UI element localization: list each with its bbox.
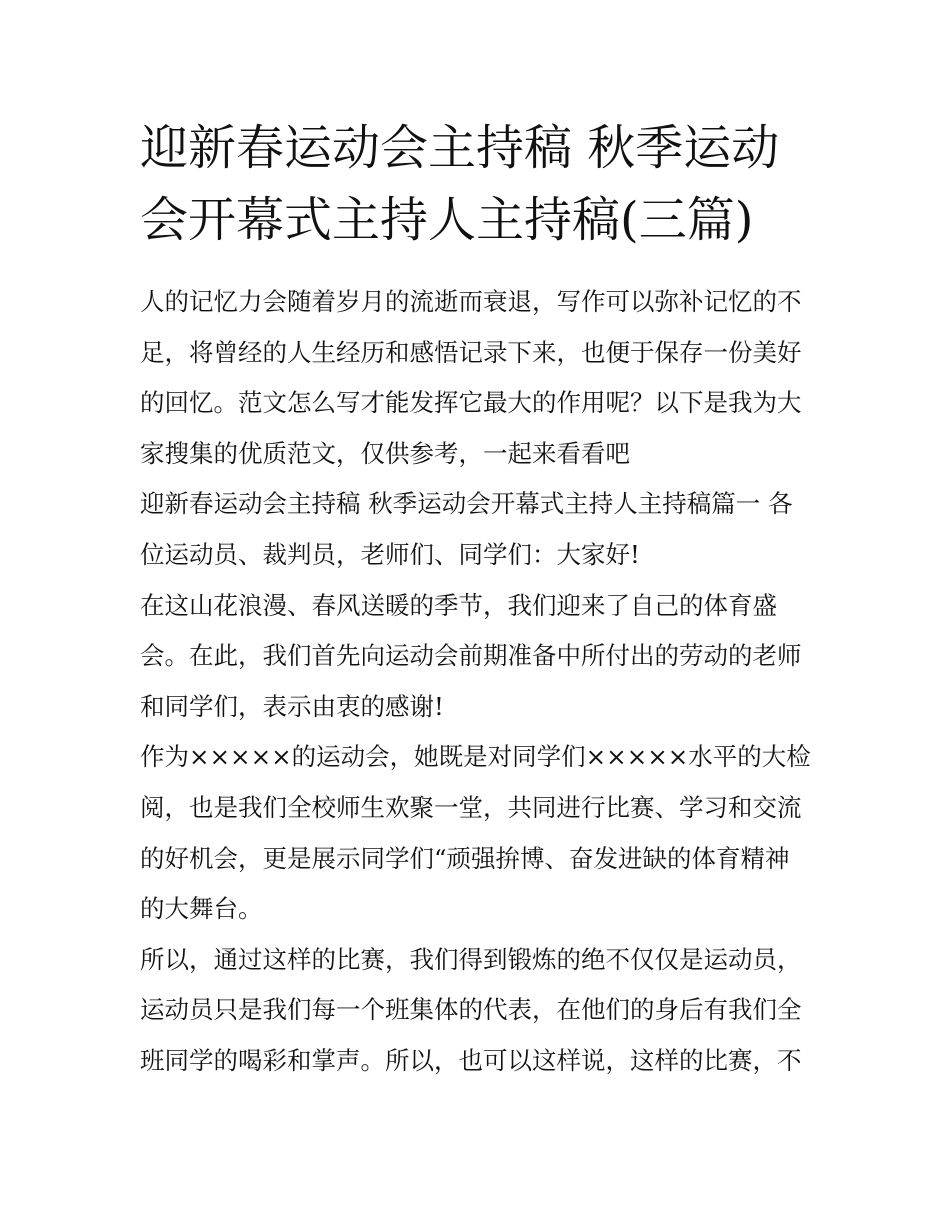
paragraph-significance: 作为×××××的运动会，她既是对同学们×××××水平的大检阅，也是我们全校师生欢聚一堂，共同进行比赛、学习和交流的好机会，更是展示同学们“顽强拚博、奋发进缺的体育精神的大舞台。 [140,742,811,924]
paragraph-greeting: 迎新春运动会主持稿 秋季运动会开幕式主持人主持稿篇一 各位运动员、裁判员，老师们、同学们：大家好! [140,489,793,569]
document-title: 迎新春运动会主持稿 秋季运动会开幕式主持人主持稿(三篇) [140,120,780,248]
paragraph-conclusion: 所以，通过这样的比赛，我们得到锻炼的绝不仅仅是运动员，运动员只是我们每一个班集体的代表，在他们的身后有我们全班同学的喝彩和掌声。所以，也可以这样说，这样的比赛，不 [140,944,802,1075]
document-body [140,277,814,1087]
paragraph-season: 在这山花浪漫、春风送暖的季节，我们迎来了自己的体育盛会。在此，我们首先向运动会前期准备中所付出的劳动的老师和同学们，表示由衷的感谢! [140,590,802,721]
paragraph-intro: 人的记忆力会随着岁月的流逝而衰退，写作可以弥补记忆的不足，将曾经的人生经历和感悟记录下来，也便于保存一份美好的回忆。范文怎么写才能发挥它最大的作用呢？以下是我为大家搜集的优质范文，仅供参考，一起来看看吧 [140,287,802,468]
